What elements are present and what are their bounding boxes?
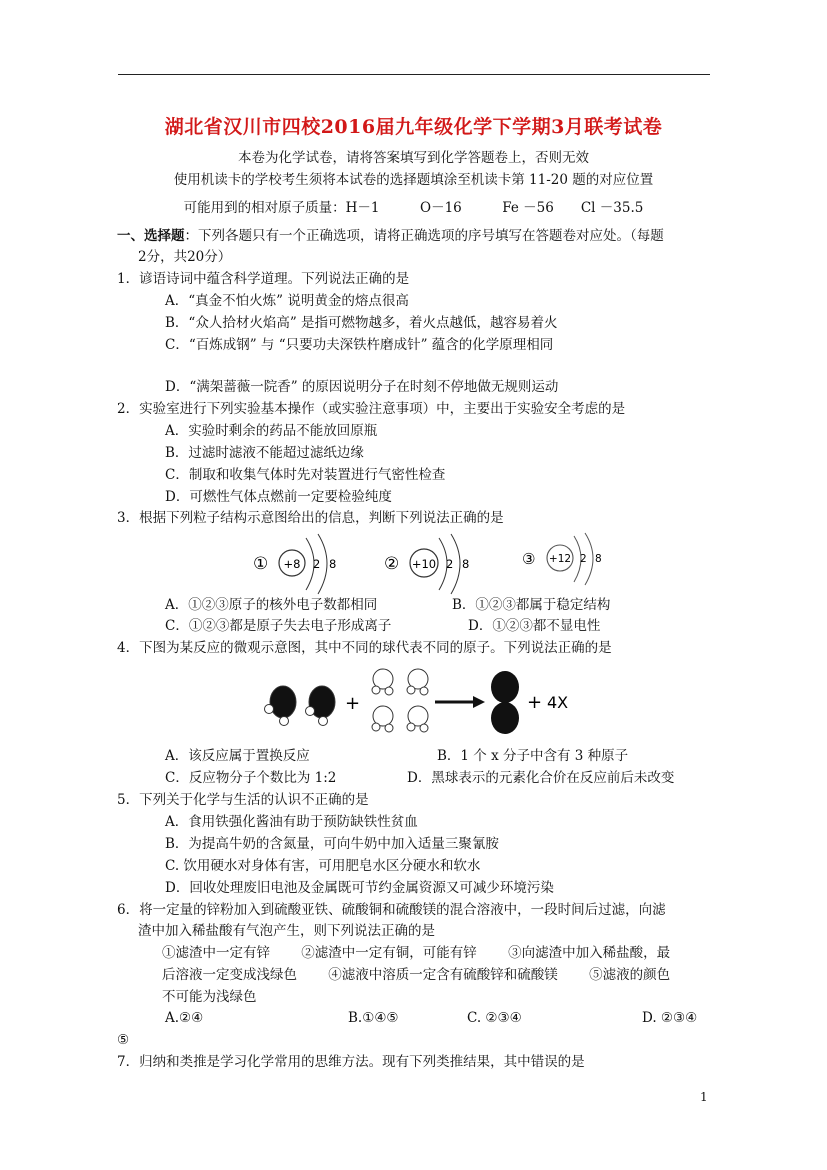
section-label: 一、选择题	[117, 228, 185, 244]
small-white-ball	[372, 723, 380, 731]
reactant-molecule-1	[265, 686, 297, 726]
q4-stem: 4．下图为某反应的微观示意图，其中不同的球代表不同的原子。下列说法正确的是	[117, 640, 612, 656]
reactant-molecule-3	[372, 669, 393, 695]
q2-stem: 2．实验室进行下列实验基本操作（或实验注意事项）中，主要出于实验安全考虑的是	[117, 401, 626, 417]
particle-3-nucleus: +12	[548, 553, 572, 565]
small-white-ball	[265, 705, 274, 714]
reactant-molecule-6	[407, 706, 428, 732]
q6-option-b: B.①④⑤	[348, 1010, 399, 1026]
q6-stem-2: 渣中加入稀盐酸有气泡产生，则下列说法正确的是	[138, 923, 435, 939]
q3-option-a: A．①②③原子的核外电子数都相同	[165, 597, 378, 613]
q5-option-c: C. 饮用硬水对身体有害，可用肥皂水区分硬水和软水	[165, 858, 481, 874]
q1-option-a: A．“真金不怕火炼” 说明黄金的熔点很高	[165, 293, 409, 309]
page-number: 1	[700, 1090, 708, 1104]
particle-2-shell-2: 8	[462, 557, 470, 571]
small-white-ball	[385, 724, 393, 732]
q6-option-d-wrap: ⑤	[117, 1032, 130, 1048]
reactant-molecule-5	[372, 706, 393, 732]
q2-option-b: B．过滤时滤液不能超过滤纸边缘	[165, 445, 364, 461]
small-white-ball	[306, 707, 315, 716]
plus-sign-1: +	[345, 693, 361, 714]
small-white-ball	[372, 686, 380, 694]
q6-option-c: C. ②③④	[467, 1010, 522, 1026]
particle-3-shell-2: 8	[595, 553, 602, 565]
black-ball	[270, 686, 296, 718]
small-white-ball	[319, 717, 328, 726]
small-white-ball	[407, 723, 415, 731]
q3-option-d: D．①②③都不显电性	[468, 618, 601, 634]
q5-option-d: D．回收处理废旧电池及金属既可节约金属资源又可减少环境污染	[165, 880, 554, 896]
q7-stem: 7．归纳和类推是学习化学常用的思维方法。现有下列类推结果，其中错误的是	[117, 1054, 585, 1070]
header-line-1: 本卷为化学试卷，请将答案填写到化学答题卷上，否则无效	[238, 150, 589, 166]
plus-sign-2: +	[527, 692, 543, 713]
particle-2-nucleus: +10	[411, 557, 437, 571]
particle-2-shell-1: 2	[446, 557, 454, 571]
product-x-label: 4X	[547, 693, 569, 712]
section-heading	[117, 227, 664, 245]
product-molecule	[491, 671, 519, 734]
small-white-ball	[407, 686, 415, 694]
q5-stem: 5．下列关于化学与生活的认识不正确的是	[117, 792, 369, 808]
particle-1-index: ①	[253, 554, 269, 574]
q3-option-c: C．①②③都是原子失去电子形成离子	[165, 618, 392, 634]
top-rule	[118, 74, 710, 75]
q2-option-c: C．制取和收集气体时先对装置进行气密性检查	[165, 467, 446, 483]
q5-option-b: B．为提高牛奶的含氮量，可向牛奶中加入适量三聚氰胺	[165, 836, 499, 852]
q6-statement-1: ①滤渣中一定有锌 ②滤渣中一定有铜，可能有锌 ③向滤渣中加入稀盐酸，最	[162, 945, 671, 961]
particle-1	[253, 534, 336, 594]
q3-option-b: B．①②③都属于稳定结构	[452, 597, 611, 613]
q6-statement-2: 后溶液一定变成浅绿色 ④滤液中溶质一定含有硫酸锌和硫酸镁 ⑤滤液的颜色	[162, 967, 671, 983]
particle-2	[384, 534, 469, 594]
q4-reaction-diagram	[255, 660, 585, 742]
section-text-2: 2分，共20分）	[138, 249, 232, 265]
reaction-arrow-head	[473, 696, 485, 708]
small-white-ball	[280, 717, 289, 726]
particle-3-index: ③	[522, 550, 536, 568]
small-white-ball	[420, 724, 428, 732]
q4-option-c: C．反应物分子个数比为 1:2	[165, 770, 337, 786]
reactant-molecule-2	[306, 686, 336, 726]
black-ball	[491, 671, 519, 703]
q2-option-d: D．可燃性气体点燃前一定要检验纯度	[165, 489, 392, 505]
header-line-2: 使用机读卡的学校考生须将本试卷的选择题填涂至机读卡第 11-20 题的对应位置	[173, 172, 654, 188]
section-text: ：下列各题只有一个正确选项，请将正确选项的序号填写在答题卷对应处。（每题	[184, 228, 664, 244]
header-line-3: 可能用到的相对原子质量：H－1 O－16 Fe －56 Cl －35.5	[183, 200, 644, 216]
small-white-ball	[385, 687, 393, 695]
q4-option-d: D．黑球表示的元素化合价在反应前后未改变	[407, 770, 675, 786]
q6-option-a: A.②④	[165, 1010, 204, 1026]
reactant-molecule-4	[407, 669, 428, 695]
q6-option-d: D. ②③④	[642, 1010, 698, 1026]
q4-option-b: B．1 个 x 分子中含有 3 种原子	[437, 748, 629, 764]
q3-particle-diagram	[240, 528, 630, 598]
q5-option-a: A．食用铁强化酱油有助于预防缺铁性贫血	[165, 814, 418, 830]
q3-stem: 3．根据下列粒子结构示意图给出的信息，判断下列说法正确的是	[117, 510, 504, 526]
particle-1-shell-2: 8	[329, 557, 337, 571]
q6-stem-1: 6．将一定量的锌粉加入到硫酸亚铁、硫酸铜和硫酸镁的混合溶液中，一段时间后过滤，向滤	[117, 902, 666, 918]
particle-1-shell-1: 2	[313, 557, 321, 571]
q2-option-a: A．实验时剩余的药品不能放回原瓶	[165, 423, 378, 439]
q1-stem: 1．谚语诗词中蕴含科学道理。下列说法正确的是	[117, 271, 410, 287]
q6-statement-3: 不可能为浅绿色	[162, 989, 257, 1005]
q1-option-c: C．“百炼成钢” 与 “只要功夫深铁杵磨成针” 蕴含的化学原理相同	[165, 337, 554, 353]
black-ball	[491, 702, 519, 734]
q1-option-b: B．“众人拾材火焰高” 是指可燃物越多，着火点越低，越容易着火	[165, 315, 558, 331]
small-white-ball	[420, 687, 428, 695]
particle-1-nucleus: +8	[283, 557, 301, 571]
page-title: 湖北省汉川市四校2016届九年级化学下学期3月联考试卷	[164, 116, 663, 138]
q4-option-a: A．该反应属于置换反应	[165, 748, 310, 764]
particle-2-index: ②	[384, 554, 400, 574]
particle-3-shell-1: 2	[580, 553, 587, 565]
q1-option-d: D．“满架蔷薇一院香” 的原因说明分子在时刻不停地做无规则运动	[165, 379, 559, 395]
particle-3	[522, 533, 602, 585]
